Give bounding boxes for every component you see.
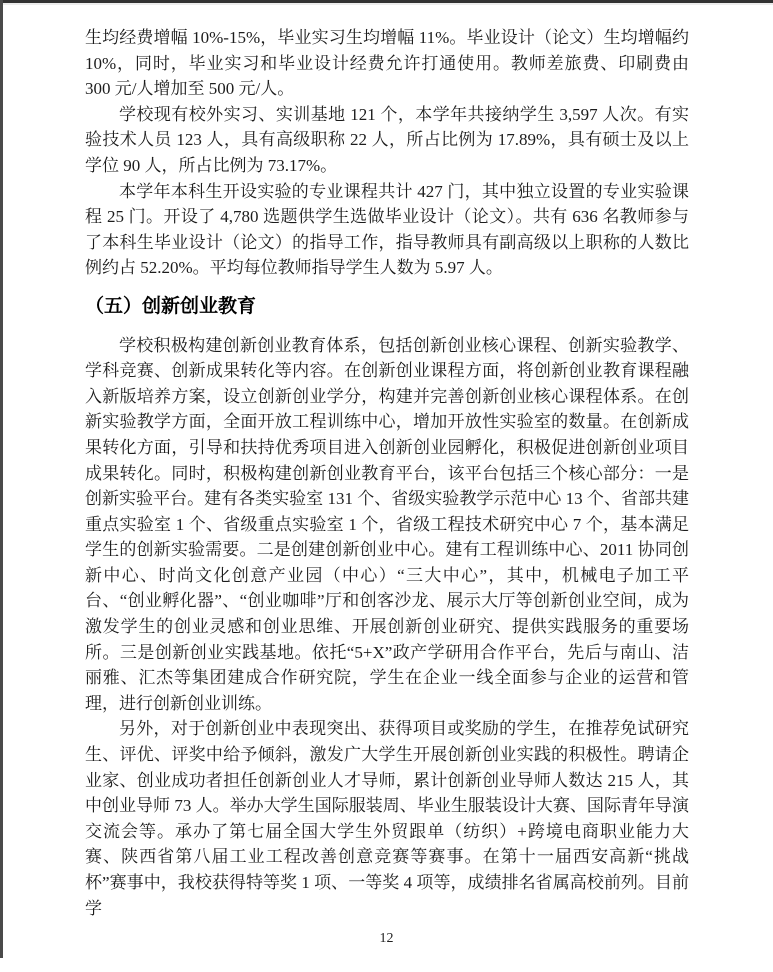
paragraph-innovation-incentives: 另外，对于创新创业中表现突出、获得项目或奖励的学生，在推荐免试研究生、评优、评奖中给予倾斜，激发广大学生开展创新创业实践的积极性。聘请企业家、创业成功者担任创新创业人才导师，累计创新创业导师人数达 215 人，其中创业导师 73 人。举办大学生国际服装周、毕业生服装设计大赛、国际青年导演交流会等。承办了第七届全国大学生外贸跟单（纺织）+跨境电商职业能力大赛、陕西省第八届工业工程改善创意竞赛等赛事。在第十一届西安高新“挑战杯”赛事中，我校获得特等奖 1 项、一等奖 4 项等，成绩排名省属高校前列。目前学 [85, 719, 689, 918]
section-heading: （五）创新创业教育 [85, 295, 257, 317]
paragraph-funding-growth: 生均经费增幅 10%-15%，毕业实习生均增幅 11%。毕业设计（论文）生均增幅约 10%，同时，毕业实习和毕业设计经费允许打通使用。教师差旅费、印刷费由 300 元/人增加至 500 元/人。 [85, 28, 689, 99]
page-left-edge [0, 0, 3, 958]
page-top-edge-shadow [0, 3, 773, 5]
paragraph-experiment-courses: 本学年本科生开设实验的专业课程共计 427 门，其中独立设置的专业实验课程 25 门。开设了 4,780 选题供学生选做毕业设计（论文）。共有 636 名教师参与了本科生毕业设计（论文）的指导工作，指导教师具有副高级以上职称的人数比例约占 52.20%。平均每位教师指导学生人数为 5.97 人。 [85, 181, 689, 278]
paragraph-innovation-education-system: 学校积极构建创新创业教育体系，包括创新创业核心课程、创新实验教学、学科竞赛、创新成果转化等内容。在创新创业课程方面，将创新创业教育课程融入新版培养方案，设立创新创业学分，构建并完善创新创业核心课程体系。在创新实验教学方面，全面开放工程训练中心，增加开放性实验室的数量。在创新成果转化方面，引导和扶持优秀项目进入创新创业园孵化，积极促进创新创业项目成果转化。同时，积极构建创新创业教育平台，该平台包括三个核心部分：一是创新实验平台。建有各类实验室 131 个、省级实验教学示范中心 13 个、省部共建重点实验室 1 个、省级重点实验室 1 个，省级工程技术研究中心 7 个，基本满足学生的创新实验需要。二是创建创新创业中心。建有工程训练中心、2011 协同创新中心、时尚文化创意产业园（中心）“三大中心”，其中，机械电子加工平台、“创业孵化器”、“创业咖啡”厅和创客沙龙、展示大厅等创新创业空间，成为激发学生的创业灵感和创业思维、开展创新创业研究、提供实践服务的重要场所。三是创新创业实践基地。依托“5+X”政产学研用合作平台，先后与南山、洁丽雅、汇杰等集团建成合作研究院，学生在企业一线全面参与企业的运营和管理，进行创新创业训练。 [85, 335, 689, 713]
page-content [85, 25, 689, 921]
paragraph-practice-bases: 学校现有校外实习、实训基地 121 个，本学年共接纳学生 3,597 人次。有实验技术人员 123 人，具有高级职称 22 人，所占比例为 17.89%，具有硕士及以上学位 90 人，所占比例为 73.17%。 [85, 104, 689, 175]
page-number: 12 [379, 931, 394, 946]
